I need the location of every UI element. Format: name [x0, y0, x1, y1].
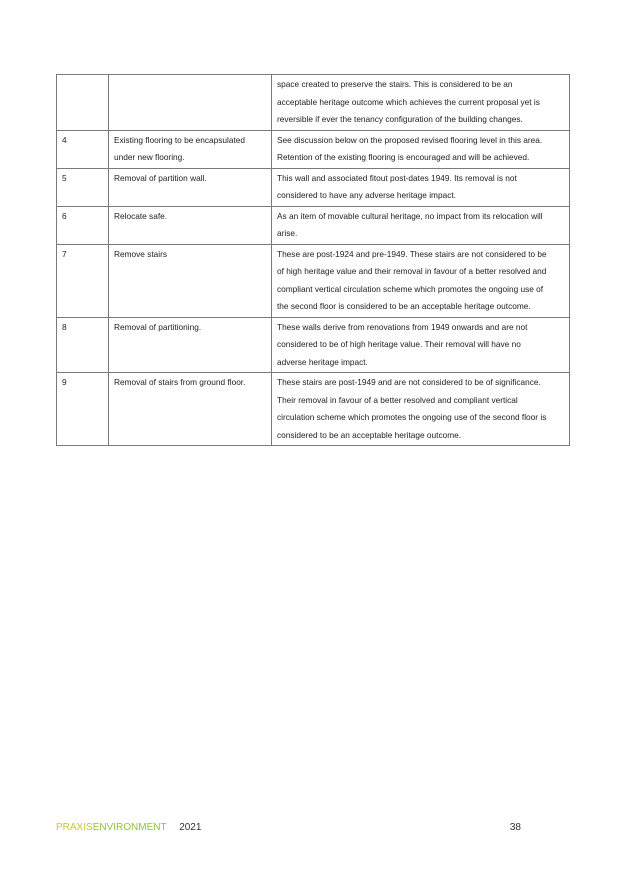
comment-text-line: circulation scheme which promotes the ongoing use of the second floor is	[277, 412, 547, 422]
row-number-cell	[57, 75, 109, 131]
heritage-impact-table	[56, 74, 570, 446]
row-number-cell: 7	[57, 244, 109, 317]
item-text-line: Existing flooring to be encapsulated	[114, 134, 245, 145]
row-number-cell: 4	[57, 130, 109, 168]
comment-text-line: These walls derive from renovations from 1949 onwards and are not	[277, 321, 528, 332]
comment-text-line: of high heritage value and their removal in favour of a better resolved and	[277, 266, 547, 276]
table-row	[57, 168, 570, 206]
comment-text-line: acceptable heritage outcome which achieves the current proposal yet is	[277, 96, 540, 107]
page-footer	[56, 822, 569, 836]
comment-cell	[272, 75, 570, 131]
comment-text-line: Their removal in favour of a better resolved and compliant vertical	[277, 394, 518, 405]
item-cell	[109, 75, 272, 131]
table-row	[57, 244, 570, 317]
item-cell	[109, 373, 272, 446]
brand-environment: ENVIRONMENT	[92, 822, 167, 833]
page-number: 38	[509, 822, 521, 833]
comment-cell	[272, 244, 570, 317]
comment-cell	[272, 206, 570, 244]
table-row	[57, 206, 570, 244]
comment-text-line: reversible if ever the tenancy configuration of the building changes.	[277, 114, 523, 124]
comment-text-line: This wall and associated fitout post-dates 1949. Its removal is not	[277, 172, 517, 183]
row-number-cell: 5	[57, 168, 109, 206]
comment-text-line: See discussion below on the proposed revised flooring level in this area.	[277, 134, 543, 145]
comment-text-line: considered to have any adverse heritage impact.	[277, 190, 456, 200]
item-text-line: Removal of partitioning.	[114, 321, 202, 332]
item-cell	[109, 317, 272, 373]
table-row	[57, 373, 570, 446]
item-text-line: under new flooring.	[114, 152, 185, 162]
comment-text-line: These are post-1924 and pre-1949. These stairs are not considered to be	[277, 248, 547, 259]
comment-cell	[272, 130, 570, 168]
comment-text-line: considered to be an acceptable heritage outcome.	[277, 429, 462, 440]
comment-text-line: the second floor is considered to be an acceptable heritage outcome.	[277, 301, 531, 311]
table-row	[57, 75, 570, 131]
comment-cell	[272, 373, 570, 446]
item-cell	[109, 168, 272, 206]
comment-cell	[272, 317, 570, 373]
footer-brand	[56, 822, 166, 833]
table-row	[57, 130, 570, 168]
brand-praxis: PRAXIS	[56, 822, 93, 833]
item-text-line: Removal of stairs from ground floor.	[114, 377, 246, 387]
comment-text-line: compliant vertical circulation scheme which promotes the ongoing use of	[277, 283, 544, 294]
footer-year: 2021	[179, 822, 202, 833]
item-cell	[109, 244, 272, 317]
comment-cell	[272, 168, 570, 206]
item-text-line: Relocate safe.	[114, 210, 168, 221]
table-row	[57, 317, 570, 373]
item-cell	[109, 206, 272, 244]
comment-text-line: arise.	[277, 228, 298, 238]
item-text-line: Remove stairs	[114, 248, 168, 259]
table-body	[57, 75, 570, 446]
comment-text-line: These stairs are post-1949 and are not considered to be of significance.	[277, 377, 541, 387]
row-number-cell: 9	[57, 373, 109, 446]
row-number-cell: 6	[57, 206, 109, 244]
item-text-line: Removal of partition wall.	[114, 172, 207, 183]
comment-text-line: Retention of the existing flooring is encouraged and will be achieved.	[277, 152, 530, 162]
comment-text-line: As an item of movable cultural heritage, no impact from its relocation will	[277, 210, 543, 221]
comment-text-line: considered to be of high heritage value. Their removal will have no	[277, 339, 521, 349]
comment-text-line: space created to preserve the stairs. This is considered to be an	[277, 79, 513, 89]
row-number-cell: 8	[57, 317, 109, 373]
comment-text-line: adverse heritage impact.	[277, 356, 368, 367]
item-cell	[109, 130, 272, 168]
